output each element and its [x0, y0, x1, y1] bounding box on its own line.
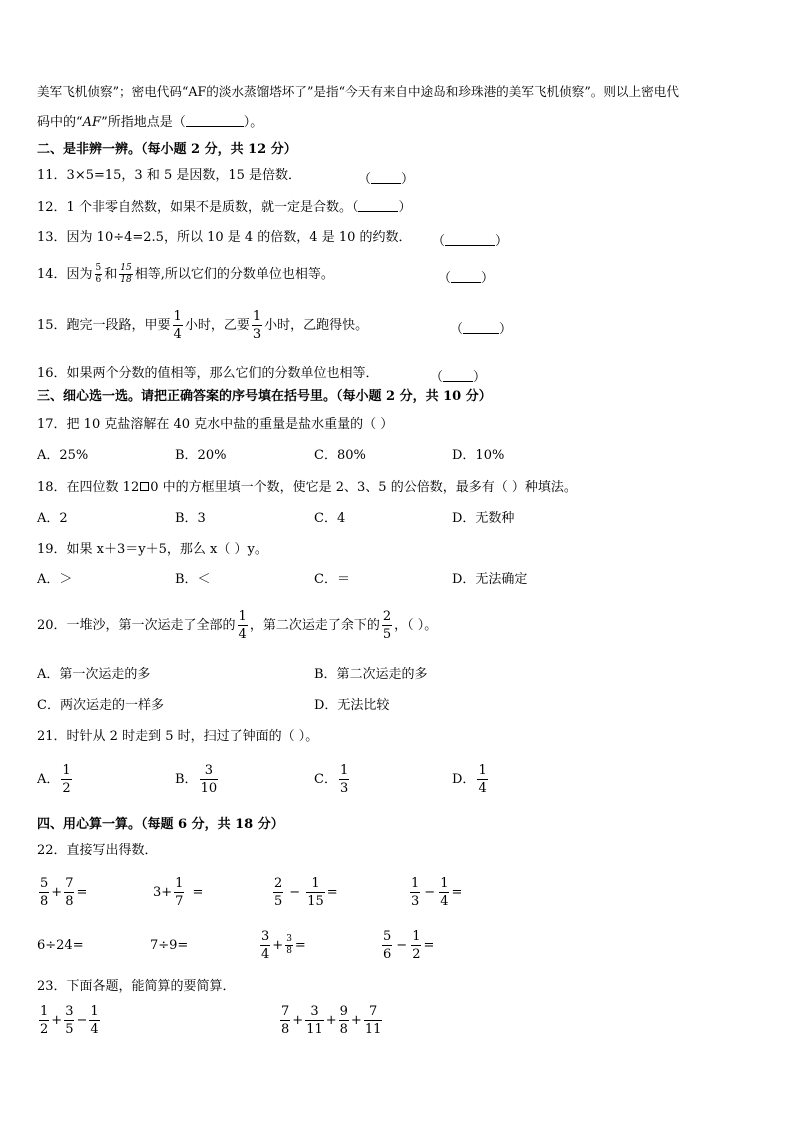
q18-option-a[interactable]: A．2 — [37, 511, 68, 526]
section-2-heading: 二、是非辨一辨。（每小题 2 分，共 12 分） — [37, 142, 297, 157]
simplify-1: $\frac{1}{2}$ + $\frac{3}{5}$ − $\frac{1}{4}$ — [40, 1004, 99, 1037]
fraction: $\frac{2}{5}$ — [382, 609, 392, 642]
q17-option-c[interactable]: C．80% — [314, 448, 366, 463]
q19-option-d[interactable]: D．无法确定 — [452, 572, 528, 587]
question-12: 12．1 个非零自然数，如果不是质数，就一定是合数。（ ） — [37, 200, 412, 215]
q20-option-a[interactable]: A．第一次运走的多 — [37, 667, 151, 682]
calc-6: 7÷9= — [150, 938, 189, 953]
section-3-heading: 三、细心选一选。请把正确答案的序号填在括号里。（每小题 2 分，共 10 分） — [37, 389, 492, 404]
q17-option-d[interactable]: D．10% — [452, 448, 505, 463]
q21-option-d[interactable]: D． $\frac{1}{4}$ — [452, 763, 487, 796]
q17-option-b[interactable]: B．20% — [175, 448, 227, 463]
question-11: 11．3×5=15，3 和 5 是因数，15 是倍数． — [37, 168, 302, 183]
q21-option-c[interactable]: C． $\frac{1}{3}$ — [314, 763, 349, 796]
simplify-2: $\frac{7}{8}$ + $\frac{3}{11}$ + $\frac{9}{8}$ + $\frac{7}{11}$ — [281, 1004, 382, 1037]
calc-3: $\frac{2}{5}$ − $\frac{1}{15}$ = — [274, 876, 338, 909]
q15-answer-paren[interactable]: （ ） — [450, 322, 513, 337]
calc-8: $\frac{5}{6}$ − $\frac{1}{2}$ = — [383, 929, 435, 962]
q13-answer-paren[interactable]: （ ） — [432, 234, 509, 249]
question-15: 15．跑完一段路，甲要 $\frac{1}{4}$ 小时，乙要 $\frac{1}{3}$ 小时，乙跑得快。 — [37, 309, 369, 342]
answer-blank[interactable] — [186, 114, 244, 127]
question-14: 14．因为 $\frac{5}{6}$ 和 $\frac{15}{18}$ 相等,所以它们的分数单位也相等。 — [37, 263, 334, 285]
calc-7: $\frac{3}{4}$ + $\frac{3}{8}$ = — [261, 929, 306, 962]
question-16: 16．如果两个分数的值相等，那么它们的分数单位也相等． — [37, 366, 379, 381]
q18-option-c[interactable]: C．4 — [314, 511, 346, 526]
question-13: 13．因为 10÷4=2.5，所以 10 是 4 的倍数，4 是 10 的约数． — [37, 230, 412, 245]
fraction: $\frac{15}{18}$ — [120, 263, 132, 285]
section-4-heading: 四、用心算一算。（每题 6 分，共 18 分） — [37, 817, 284, 832]
intro-line-1: 美军飞机侦察”；密电代码“AF的淡水蒸馏塔坏了”是指“今天有来自中途岛和珍珠港的美军飞机侦察”。则以上密电代 — [37, 84, 679, 99]
q19-option-c[interactable]: C．＝ — [314, 572, 350, 587]
q18-option-b[interactable]: B．3 — [175, 511, 206, 526]
question-17: 17．把 10 克盐溶解在 40 克水中盐的重量是盐水重量的（ ） — [37, 417, 394, 432]
question-20: 20．一堆沙，第一次运走了全部的 $\frac{1}{4}$ ，第二次运走了余下的 $\frac{2}{5}$ ，（ ）。 — [37, 609, 438, 642]
calc-2: 3+ $\frac{1}{7}$ = — [153, 876, 204, 909]
q11-answer-paren[interactable]: （ ） — [358, 172, 415, 187]
q20-option-d[interactable]: D．无法比较 — [314, 698, 390, 713]
q16-answer-paren[interactable]: （ ） — [430, 370, 487, 385]
fraction: $\frac{5}{6}$ — [95, 263, 102, 285]
fraction: $\frac{1}{3}$ — [252, 309, 262, 342]
q20-option-c[interactable]: C．两次运走的一样多 — [37, 698, 164, 713]
question-23: 23．下面各题，能简算的要简算． — [37, 979, 236, 994]
q18-option-d[interactable]: D．无数种 — [452, 511, 515, 526]
intro-line-2 — [37, 114, 263, 131]
blank-box — [140, 482, 149, 491]
fraction: $\frac{1}{4}$ — [238, 609, 247, 642]
q19-option-a[interactable]: A．＞ — [37, 572, 73, 587]
fraction: $\frac{1}{4}$ — [173, 309, 182, 342]
q21-option-a[interactable]: A． $\frac{1}{2}$ — [37, 763, 71, 796]
question-19: 19．如果 x＋3＝y＋5，那么 x（ ）y。 — [37, 542, 268, 557]
calc-4: $\frac{1}{3}$ − $\frac{1}{4}$ = — [411, 876, 463, 909]
q20-option-b[interactable]: B．第二次运走的多 — [314, 667, 428, 682]
question-18: 18．在四位数 12 0 中的方框里填一个数，使它是 2、3、5 的公倍数，最多有（ ）种填法。 — [37, 480, 577, 495]
question-21: 21．时针从 2 时走到 5 时，扫过了钟面的（ ）。 — [37, 729, 319, 744]
intro-line-2-c: ）。 — [243, 115, 264, 130]
q14-answer-paren[interactable]: （ ） — [438, 271, 495, 286]
q17-option-a[interactable]: A．25% — [37, 448, 89, 463]
q12-answer-blank[interactable] — [358, 199, 398, 212]
intro-line-2-b: ”所指地点是（ — [101, 115, 186, 130]
q19-option-b[interactable]: B．＜ — [175, 572, 211, 587]
q21-option-b[interactable]: B． $\frac{3}{10}$ — [175, 763, 218, 796]
intro-line-2-a: 码中的“ — [37, 115, 83, 130]
question-22: 22．直接写出得数． — [37, 843, 158, 858]
calc-1: $\frac{5}{8}$ + $\frac{7}{8}$ = — [40, 876, 88, 909]
af-code: AF — [82, 115, 102, 130]
calc-5: 6÷24= — [37, 938, 84, 953]
